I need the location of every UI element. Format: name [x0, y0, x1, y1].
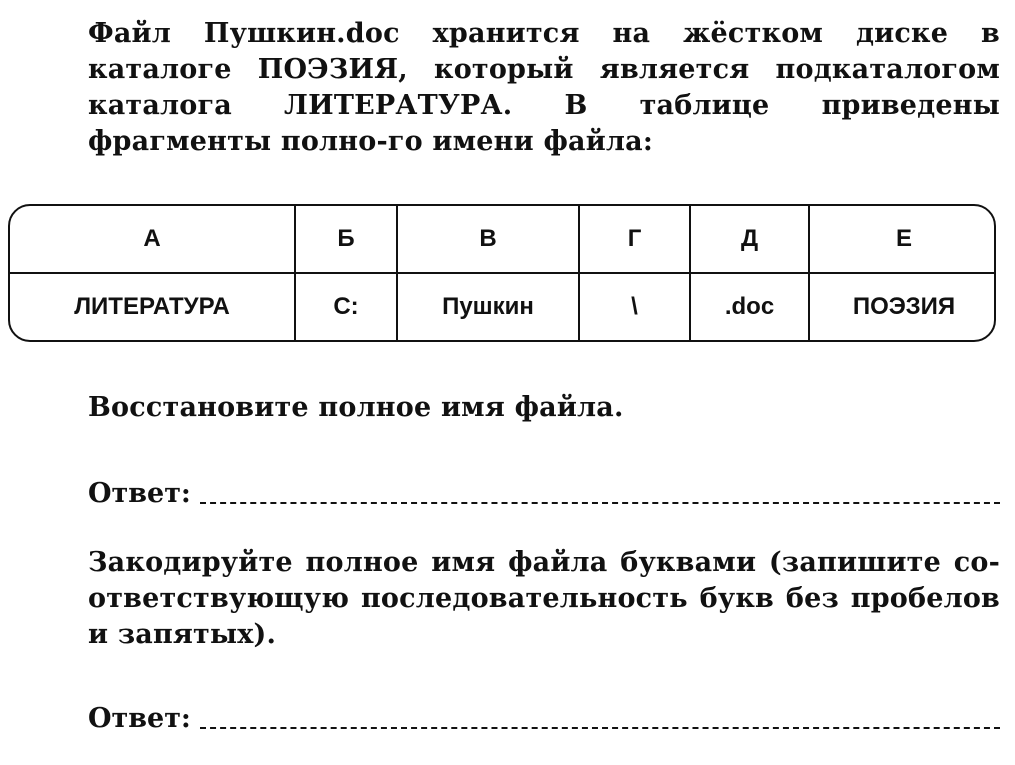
table-cell: ПОЭЗИЯ	[809, 273, 996, 340]
table-cell: С:	[295, 273, 397, 340]
task-encode-filename: Закодируйте полное имя файла буквами (запишите со-ответствующую последовательность букв без пробелов и запятых).	[88, 547, 1000, 650]
table-header-cell: Е	[809, 206, 996, 273]
table-cell: \	[579, 273, 690, 340]
table-header-cell: А	[10, 206, 295, 273]
fragments-table	[8, 204, 996, 342]
table-header-cell: Г	[579, 206, 690, 273]
problem-statement: Файл Пушкин.doc хранится на жёстком диске в каталоге ПОЭЗИЯ, который является подкаталогом каталога ЛИТЕРАТУРА. В таблице приведены фрагменты полно-го имени файла:	[88, 18, 1000, 157]
table-header-cell: В	[397, 206, 579, 273]
answer-line-1[interactable]	[200, 502, 1000, 504]
table-cell: .doc	[690, 273, 809, 340]
answer-label: Ответ:	[88, 703, 191, 734]
table-header-cell: Д	[690, 206, 809, 273]
answer-line-2[interactable]	[200, 727, 1000, 729]
table-cell: ЛИТЕРАТУРА	[74, 293, 230, 320]
answer-block-1	[88, 474, 1000, 514]
table-header-row	[10, 206, 996, 273]
answer-block-2	[88, 699, 1000, 739]
table-cell: Пушкин	[397, 273, 579, 340]
table-header-cell: Б	[295, 206, 397, 273]
answer-label: Ответ:	[88, 478, 191, 509]
table-row	[10, 273, 996, 340]
task-restore-filename: Восстановите полное имя файла.	[88, 392, 624, 423]
